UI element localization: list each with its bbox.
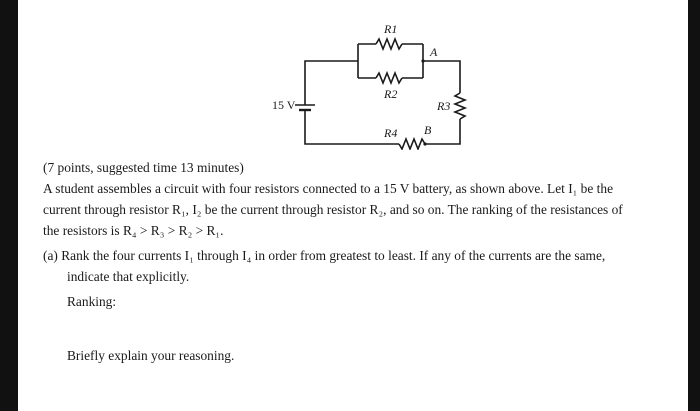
node-b-dot xyxy=(423,142,426,145)
part-a-line-1: (a) Rank the four currents I₁ through I₄ in order from greatest to least. If any of the currents are the same, xyxy=(43,248,606,263)
resistor-r3 xyxy=(455,93,465,119)
node-a-dot xyxy=(421,59,424,62)
wire-left-top xyxy=(305,61,358,105)
question-text xyxy=(43,157,683,312)
label-r3: R3 xyxy=(437,99,451,113)
explain-reasoning-label: Briefly explain your reasoning. xyxy=(67,348,235,363)
document-page xyxy=(18,0,688,411)
circuit-diagram xyxy=(248,10,488,150)
question-header: (7 points, suggested time 13 minutes) xyxy=(43,160,244,175)
resistor-r2 xyxy=(376,73,402,83)
wire-a-right xyxy=(423,61,460,93)
label-node-a: A xyxy=(430,45,438,59)
label-node-b: B xyxy=(424,123,432,137)
label-r4: R4 xyxy=(384,126,398,140)
label-r2: R2 xyxy=(384,87,398,101)
intro-line-2: current through resistor R₁, I₂ be the current through resistor R₂, and so on. The ranking of the resistances of xyxy=(43,202,623,217)
battery-label: 15 V xyxy=(272,98,296,112)
label-r1: R1 xyxy=(384,22,398,36)
part-a-line-2: indicate that explicitly. xyxy=(67,269,190,284)
resistor-r4 xyxy=(399,139,425,149)
right-frame-border xyxy=(688,0,700,411)
left-frame-border xyxy=(0,0,18,411)
ranking-label: Ranking: xyxy=(67,294,117,309)
intro-line-1: A student assembles a circuit with four resistors connected to a 15 V battery, as shown above. Let I₁ be the xyxy=(43,181,614,196)
intro-line-3: the resistors is R₄ > R₃ > R₂ > R₁. xyxy=(43,223,224,238)
resistor-r1 xyxy=(376,39,402,49)
